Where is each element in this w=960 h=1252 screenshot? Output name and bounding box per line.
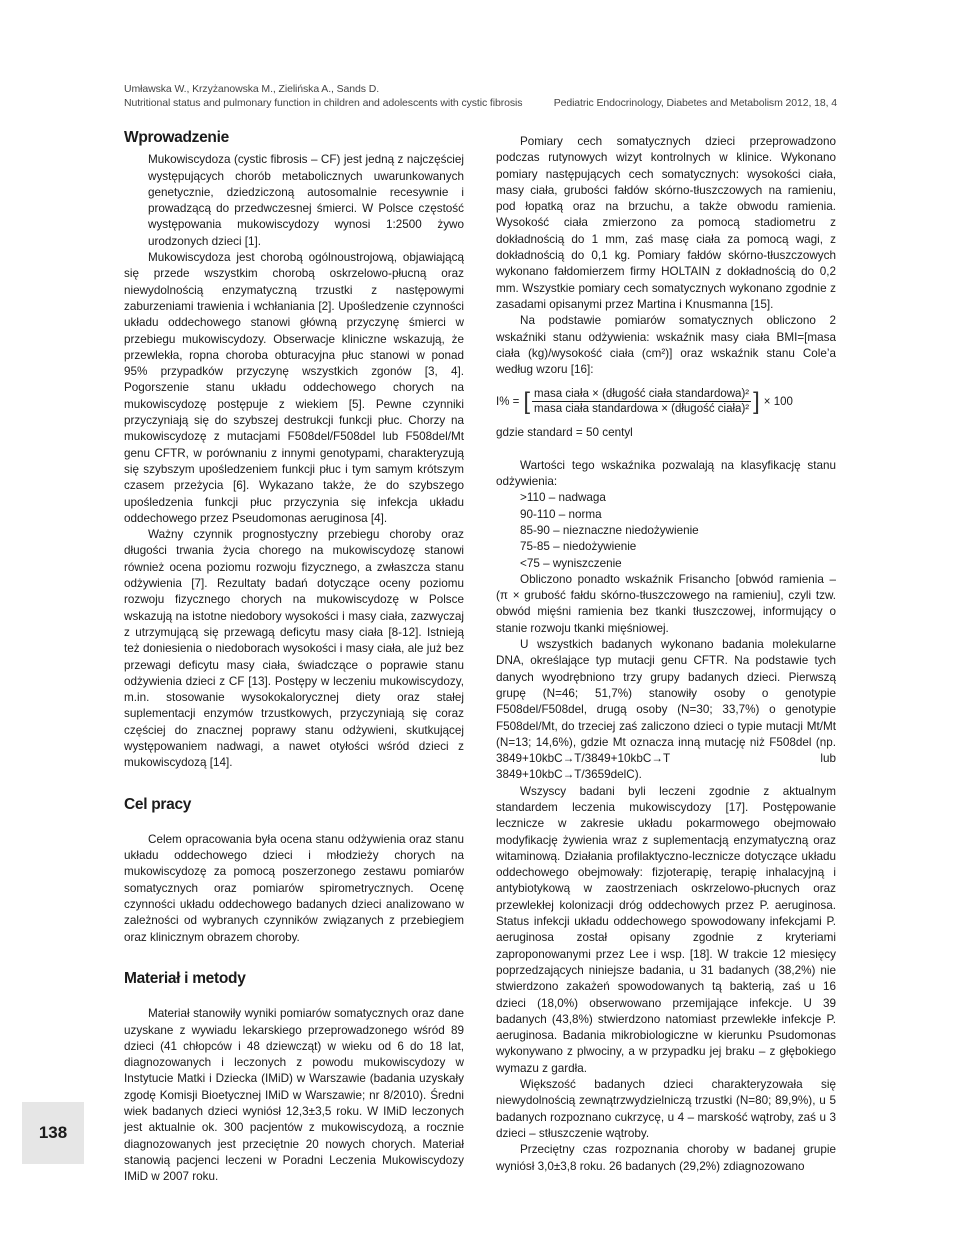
section-heading-aim: Cel pracy — [124, 795, 192, 813]
paragraph: Wartości tego wskaźnika pozwalają na klasyfikację stanu odżywienia: — [496, 458, 836, 489]
bracket-open: [ — [523, 387, 531, 415]
formula-factor: × 100 — [763, 395, 793, 408]
classification-item: >110 – nadwaga — [520, 491, 606, 505]
classification-item: <75 – wyniszczenie — [520, 556, 622, 570]
formula-fraction — [532, 387, 751, 416]
classification-item: 75-85 – niedożywienie — [520, 540, 637, 554]
formula-lhs: I% = — [496, 395, 520, 408]
paragraph: U wszystkich badanych wykonano badania molekularne DNA, określające typ mutacji genu CFTR. Na podstawie tych danych wyodrębniono trzy grupy badanych dzieci. Pierwszą grupę (N=46; 51,7%) stanowiły osoby o genotypie F508del/F508del, drugą osoby (N=30; 33,7%) o genotypie F508del/Mt, do trzeciej zaś zaliczono dzieci o typie mutacji Mt/Mt (N=13; 14,6%), gdzie Mt oznacza inną mutację niż F508del (np. 3849+10kbC→T/3849+10kbC→T lub 3849+10kbC→T/3659delC). — [496, 638, 836, 782]
paragraph: Materiał stanowiły wyniki pomiarów somatycznych oraz dane uzyskane z wywiadu lekarskiego przeprowadzonego wśród 89 dzieci (41 chłopców i 48 dziewcząt) w wieku od 6 do 18 lat, diagnozowanych i leczonych z powodu mukowiscydozy w Instytucie Matki i Dziecka (IMiD) w Warszawie (badania uzyskały zgodę Komisji Bioetycznej IMiD w Warszawie; nr 8/2010). Średni wiek badanych dzieci wyniósł 12,3±3,5 roku. W IMiD leczonych jest aktualnie ok. 300 pacjentów z mukowiscydozą, a rocznie diagnozowanych jest przeciętnie 20 nowych chorych. Materiał stanowią pacjenci leczeni w Poradni Leczenia Mukowiscydozy IMiD w 2007 roku. — [124, 1007, 464, 1184]
paragraph: Mukowiscydoza (cystic fibrosis – CF) jest jedną z najczęściej występujących chorób metabolicznych uwarunkowanych genetycznie, dziedziczoną autosomalnie recesywnie i prowadzącą do przedwczesnej śmierci. W Polsce częstość występowania mukowiscydozy wynosi 1:2500 żywo urodzonych dzieci [1]. — [148, 153, 464, 248]
paragraph: Pomiary cech somatycznych dzieci przeprowadzono podczas rutynowych wizyt kontrolnych w klinice. Wykonano pomiary następujących cech somatycznych: wysokości ciała, masy ciała, grubości fałdów skórno-tłuszczowych na ramieniu, pod łopatką oraz na brzuchu, a także obwodu ramienia. Wysokość ciała zmierzono za pomocą stadiometru z dokładnością do 1 mm, zaś masę ciała za pomocą wagi, z dokładnością do 0,1 kg. Pomiary fałdów skórno-tłuszczowych wykonano fałdomierzem firmy HOLTAIN z dokładnością do 0,2 mm. Wszystkie pomiary cech somatycznych wykonano zgodnie z zasadami opisanymi przez Martina i Knusmanna [15]. — [496, 135, 836, 311]
paragraph: Przeciętny czas rozpoznania choroby w badanej grupie wyniósł 3,0±3,8 roku. 26 badanych (29,2%) zdiagnozowano — [496, 1143, 836, 1173]
paragraph: Obliczono ponadto wskaźnik Frisancho [obwód ramienia – (π × grubość fałdu skórno-tłuszczowego na ramieniu], czyli tzw. obwód mięśni ramienia bez tkanki tłuszczowej, informujący o stanie rozwoju tkanki mięśniowej. — [496, 572, 836, 635]
section-heading-methods: Materiał i metody — [124, 969, 246, 987]
header-journal: Pediatric Endocrinology, Diabetes and Metabolism 2012, 18, 4 — [553, 97, 837, 109]
text-column-left — [124, 130, 464, 1186]
paragraph: Celem opracowania była ocena stanu odżywienia oraz stanu układu oddechowego dzieci i młodzieży chorych na mukowiscydozę za pomocą poszerzonego zestawu pomiarów somatycznych oraz pomiarów spirometrycznych. Ocenę czynności układu oddechowego badanych dzieci analizowano w zależności od wybranych czynników związanych z przebiegiem oraz klinicznym obrazem choroby. — [124, 832, 464, 944]
formula-numerator: masa ciała × (długość ciała standardowa)² — [534, 388, 750, 401]
classification-item: 85-90 – nieznaczne niedożywienie — [520, 523, 699, 537]
paragraph: Mukowiscydoza jest chorobą ogólnoustrojową, objawiającą się przede wszystkim chorobą oskrzelowo-płucną oraz niewydolnością enzymatyczną trzustki z następowymi zaburzeniami trawienia i wchłaniania [2]. Upośledzenie czynności układu oddechowego stanowi główną przyczynę śmierci w przebiegu mukowiscydozy. Obserwacje kliniczne wskazują, że przewlekła, ropna choroba obturacyjna płuc stanowi w ponad 95% przypadków przyczynę wszystkich zgonów [3, 4]. Pogorszenie stanu układu oddechowego chorych na mukowiscydozę postępuje z wiekiem [5]. Pewne czynniki przyczyniają się do szybszej destrukcji funkcji płuc. Chorzy na mukowiscydozę z mutacjami F508del/F508del lub F508del/Mt genu CFTR, w porównaniu z innymi genotypami, charakteryzują się szybszym upośledzeniem funkcji płuc i tym samym krótszym czasem przeżycia [6]. Wykazano także, że do szybszego upośledzenia funkcji płuc przyczynia się infekcja układu oddechowego przez Pseudomonas aeruginosa [4]. — [124, 251, 464, 525]
running-header-left — [124, 82, 522, 110]
paragraph: Większość badanych dzieci charakteryzowała się niewydolnością zewnątrzwydzielniczą trzustki (N=80; 89,9%), u 5 badanych rozpoznano cukrzycę, u 4 – marskość wątroby, zaś u 3 dzieci – stłuszczenie wątroby. — [496, 1078, 836, 1140]
formula-note: gdzie standard = 50 centyl — [496, 426, 633, 440]
page-number: 138 — [22, 1102, 84, 1164]
paragraph: Ważny czynnik prognostyczny przebiegu choroby oraz długości trwania życia chorego na mukowiscydozę stanowi również ocena poziomu rozwoju fizycznego, a zwłaszcza stanu odżywienia [7]. Rezultaty badań dotyczące oceny poziomu rozwoju fizycznego chorych na mukowiscydozę w Polsce wskazują na istotne niedobory wysokości i masy ciała, zazwyczaj z utrzymującą się przewagą deficytu masy ciała [8-12]. Istnieją też doniesienia o niedoborach wysokości i masy ciała, ale już bez przewagi deficytu masy ciała, świadczące o poprawie stanu odżywienia dzieci z CF [13]. Postępy w leczeniu mukowiscydozy, m.in. stosowanie wysokokalorycznej diety oraz stałej suplementacji enzymów trzustkowych, przyczyniają się coraz częściej do znacznej poprawy stanu odżywieni, skutkującej występowaniem nadwagi, a nawet otyłości wśród dzieci z mukowiscydozą [14]. — [124, 528, 464, 770]
bracket-close: ] — [753, 387, 760, 415]
formula-denominator: masa ciała standardowa × (długość ciała)² — [534, 403, 750, 416]
section-heading-introduction: Wprowadzenie — [124, 129, 229, 146]
header-authors: Umławska W., Krzyżanowska M., Zielińska A., Sands D. — [124, 83, 380, 95]
spacer — [496, 442, 836, 458]
header-article-title: Nutritional status and pulmonary function in children and adolescents with cystic fibrosis — [124, 97, 523, 109]
paragraph: Wszyscy badani byli leczeni zgodnie z aktualnym standardem leczenia mukowiscydozy [17]. Postępowanie lecznicze w zakresie układu pokarmowego obejmowało modyfikację żywienia wraz z suplementacją enzymatyczną oraz witaminową. Działania profilaktyczno-lecznicze dotyczące układu oddechowego obejmowały: fizjoterapię, terapię inhalacyjną i antybiotykową w zaostrzeniach oskrzelowo-płucnych oraz przewlekłej kolonizacji dróg oddechowych przez P. aeruginosa. Status infekcji układu oddechowego spowodowany infekcjami P. aeruginosa został opisany zgodnie z kryteriami zaproponowanymi przez Lee i wsp. [18]. W trakcie 12 miesięcy poprzedzających niniejsze badania, u 31 badanych (38,2%) nie stwierdzono zakażeń spowodowanych tą bakterią, zaś u 16 dzieci (18,0%) obserwowano przemijające infekcje. U 39 badanych (43,8%) stwierdzono natomiast przewlekłe infekcje P. aeruginosa. Badania mikrobiologiczne w kierunku Psudomonas wykonywano z plwociny, a w przypadku jej braku – z głębokiego wymazu z gardła. — [496, 784, 836, 1075]
paragraph: Na podstawie pomiarów somatycznych obliczono 2 wskaźniki stanu odżywienia: wskaźnik masy ciała BMI=[masa ciała (kg)/wysokość ciała (cm²)] oraz wskaźnik stanu Cole’a według wzoru [16]: — [496, 314, 836, 377]
text-column-right — [496, 134, 836, 1175]
classification-item: 90-110 – norma — [520, 507, 602, 521]
cole-index-formula — [496, 387, 836, 416]
